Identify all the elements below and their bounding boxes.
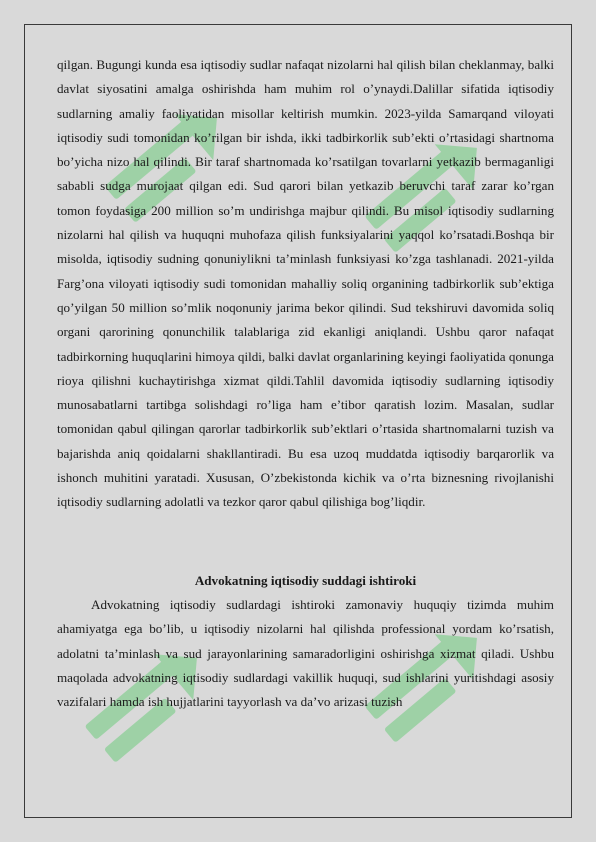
document-body — [57, 53, 554, 714]
body-paragraph: qilgan. Bugungi kunda esa iqtisodiy sudlar nafaqat nizolarni hal qilish bilan cheklanmay, balki davlat siyosatini amalga oshirishda ham muhim rol o’ynaydi.Dalillar sifatida iqtisodiy sudlarning amaliy faoliyatidan misollar keltirish mumkin. 2023-yilda Samarqand viloyati iqtisodiy sudi tomonidan ko’rilgan bir ishda, ikki tadbirkorlik sub’ekti o’rtasidagi shartnoma bo’yicha nizo hal qilindi. Bir taraf shartnomada ko’rsatilgan tovarlarni yetkazib bermaganligi sababli sudga murojaat qilgan edi. Sud qarori bilan yetkazib beruvchi taraf zarar ko’rgan tomon foydasiga 200 million so’m undirishga majbur qilindi. Bu misol iqtisodiy sudlarning nizolarni hal qilish va huquqni muhofaza qilish funksiyalarini yaqqol ko’rsatadi.Boshqa bir misolda, iqtisodiy sudning qonuniylikni ta’minlash funksiyasi ko’zga tashlanadi. 2021-yilda Farg’ona viloyati iqtisodiy sudi tomonidan mahalliy soliq organining tadbirkorlik sub’ektiga qo’yilgan 50 million so’mlik noqonuniy jarima bekor qilindi. Sud tekshiruvi davomida soliq organi qarorining qonunchilik talablariga zid ekanligi aniqlandi. Ushbu qaror nafaqat tadbirkorning huquqlarini himoya qildi, balki davlat organlarining keyingi faoliyatida qonunga rioya qilishni kuchaytirishga xizmat qildi.Tahlil davomida iqtisodiy sudlarning iqtisodiy munosabatlarni tartibga solishdagi ro’liga ham e’tibor qaratish lozim. Masalan, sudlar tomonidan qabul qilingan qarorlar tadbirkorlik sub’ektlari o’rtasida shartnomalarni tuzish va bajarishda aniq qoidalarni shakllantiradi. Bu esa uzoq muddatda iqtisodiy barqarorlik va ishonch muhitini yaratadi. Xususan, O’zbekistonda kichik va o’rta biznesning rivojlanishi iqtisodiy sudlarning adolatli va tezkor qaror qabul qilishiga bog’liqdir. — [57, 57, 554, 510]
document-page — [24, 24, 572, 818]
section-heading: Advokatning iqtisodiy suddagi ishtiroki — [194, 572, 417, 588]
body-paragraph: Advokatning iqtisodiy sudlardagi ishtiroki zamonaviy huquqiy tizimda muhim ahamiyatga ega bo’lib, u iqtisodiy nizolarni hal qilishda professional yordam ko’rsatish, adolatni ta’minlash va sud jarayonlarining samaradorligini oshirishga xizmat qiladi. Ushbu maqolada advokatning iqtisodiy sudlardagi vakillik huquqi, sud ishlarini yuritishdagi asosiy vazifalari hamda ish hujjatlarini tayyorlash va da’vo arizasi tuzish — [57, 596, 554, 710]
